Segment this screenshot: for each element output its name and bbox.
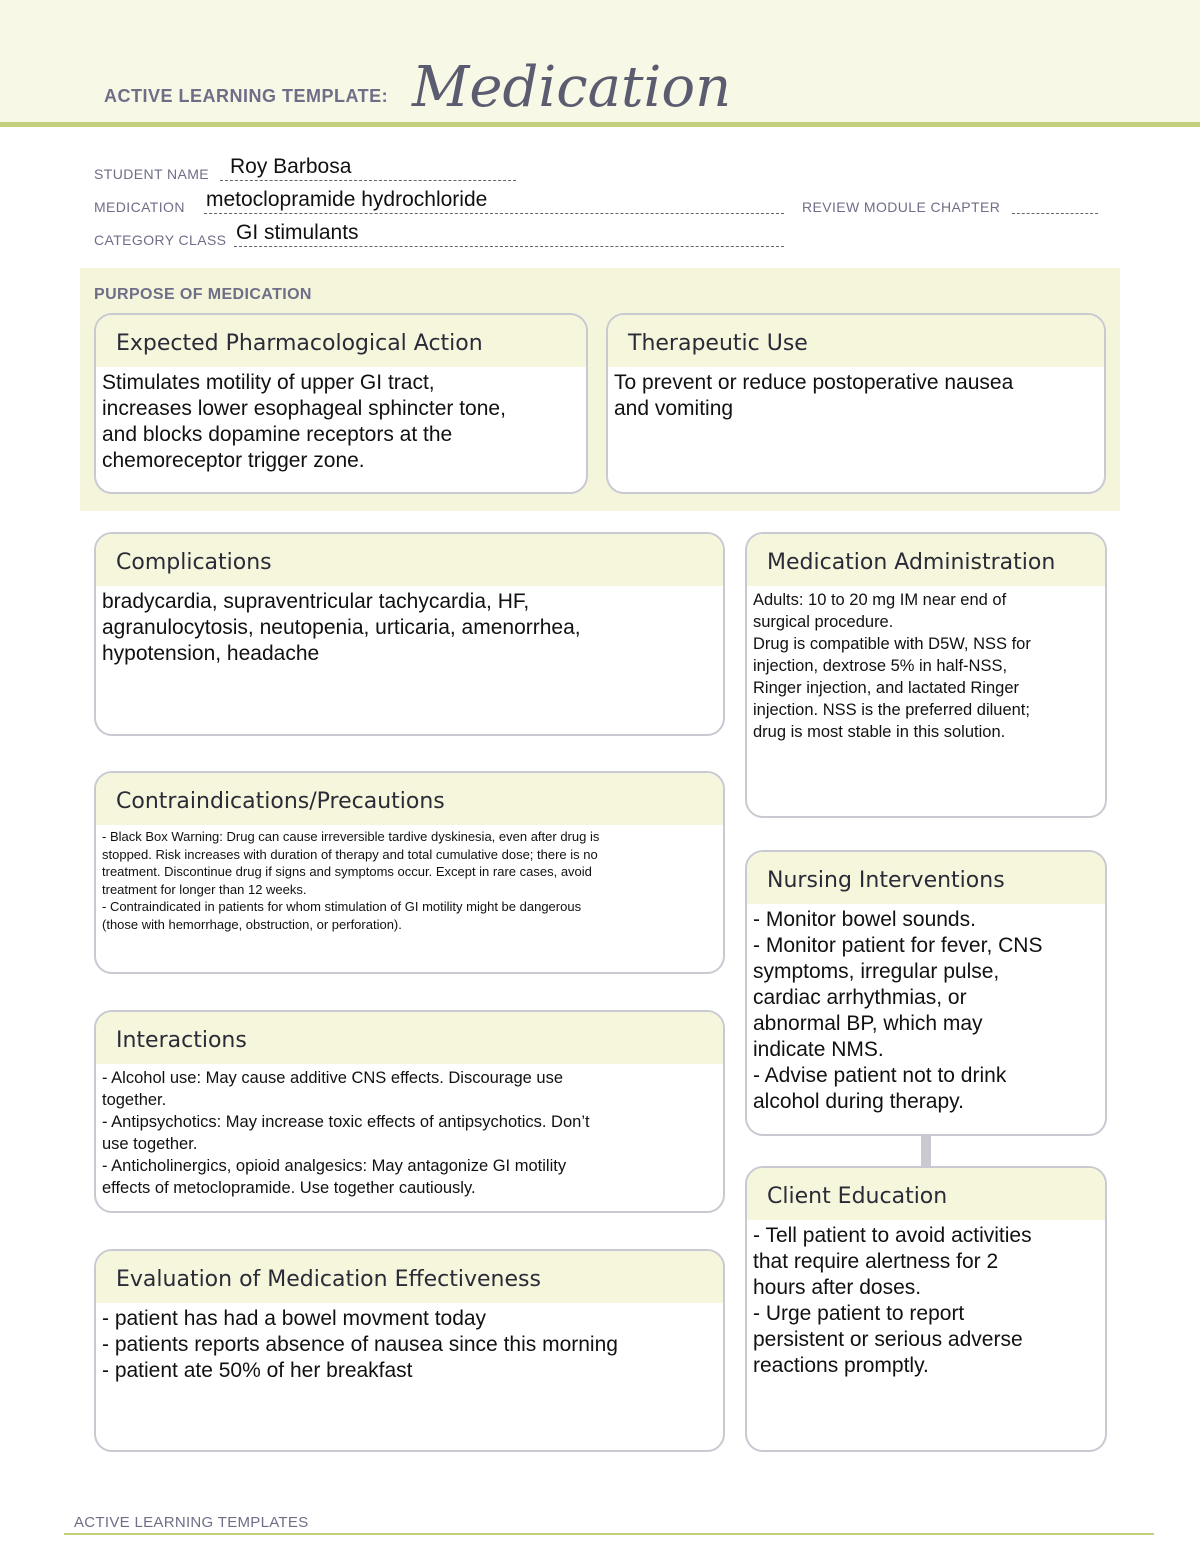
medication-administration-header [747,534,1105,586]
student-name-value: Roy Barbosa [230,155,352,178]
nursing-interventions-title: Nursing Interventions [767,868,1005,893]
evaluation-title: Evaluation of Medication Effectiveness [116,1267,541,1292]
purpose-title: PURPOSE OF MEDICATION [94,286,312,303]
expected-action-box [94,313,588,494]
therapeutic-use-box [606,313,1106,494]
nursing-interventions-header [747,852,1105,904]
template-label: ACTIVE LEARNING TEMPLATE: [104,86,389,106]
complications-title: Complications [116,550,272,575]
client-education-title: Client Education [767,1184,948,1209]
expected-action-title: Expected Pharmacological Action [116,331,483,356]
expected-action-text[interactable]: Stimulates motility of upper GI tract, increases lower esophageal sphincter tone, and blocks dopamine receptors at the chemoreceptor trigger zone. [102,371,506,472]
evaluation-header [96,1251,723,1303]
medication-value: metoclopramide hydrochloride [206,188,488,211]
medication-administration-title: Medication Administration [767,550,1056,575]
medication-administration-text[interactable]: Adults: 10 to 20 mg IM near end of surgical procedure. Drug is compatible with D5W, NSS for injection, dextrose 5% in half-NSS, Ringer injection, and lactated Ringer injection. NSS is the preferred diluent; drug is most stable in this solution. [753,591,1031,741]
client-education-box [745,1166,1107,1452]
contraindications-text[interactable]: - Black Box Warning: Drug can cause irreversible tardive dyskinesia, even after drug is stopped. Risk increases with duration of therapy and total cumulative dose; there is no treatment. Discontinue drug if signs and symptoms occur. Except in rare cases, avoid treatment for longer than 12 weeks. - Contraindicated in patients for whom stimulation of GI motility might be dangerous (those with hemorrhage, obstruction, or perforation). [102,829,600,932]
interactions-box [94,1010,725,1213]
medication-field[interactable] [204,188,784,214]
therapeutic-use-text[interactable]: To prevent or reduce postoperative nausea and vomiting [614,371,1014,420]
complications-text[interactable]: bradycardia, supraventricular tachycardia, HF, agranulocytosis, neutopenia, urticaria, amenorrhea, hypotension, headache [102,590,581,665]
interactions-text[interactable]: - Alcohol use: May cause additive CNS effects. Discourage use together. - Antipsychotics: May increase toxic effects of antipsychotics. Don’t use together. - Anticholinergics, opioid analgesics: May antagonize GI motility effects of metoclopramide. Use together cautiously. [102,1069,590,1197]
therapeutic-use-title: Therapeutic Use [628,331,808,356]
student-name-field[interactable] [220,155,516,181]
complications-box [94,532,725,736]
complications-header [96,534,723,586]
medication-administration-box [745,532,1107,818]
student-name-label: STUDENT NAME [94,166,209,182]
template-type-title: Medication [412,55,732,120]
contraindications-box [94,771,725,974]
box-connector [921,1135,931,1166]
evaluation-text[interactable]: - patient has had a bowel movment today - patients reports absence of nausea since this morning - patient ate 50% of her breakfast [102,1307,618,1382]
contraindications-header [96,773,723,825]
category-class-field[interactable] [234,221,784,247]
therapeutic-use-header [608,315,1104,367]
header-divider [0,122,1200,127]
evaluation-box [94,1249,725,1452]
nursing-interventions-text[interactable]: - Monitor bowel sounds. - Monitor patient for fever, CNS symptoms, irregular pulse, cardiac arrhythmias, or abnormal BP, which may indicate NMS. - Advise patient not to drink alcohol during therapy. [753,908,1043,1113]
review-module-field[interactable] [1012,191,1098,214]
client-education-text[interactable]: - Tell patient to avoid activities that require alertness for 2 hours after doses. - Urge patient to report persistent or serious adverse reactions promptly. [753,1224,1032,1377]
interactions-header [96,1012,723,1064]
footer-divider [64,1533,1154,1535]
contraindications-title: Contraindications/Precautions [116,789,445,814]
interactions-title: Interactions [116,1028,247,1053]
footer-text: ACTIVE LEARNING TEMPLATES [74,1514,309,1531]
expected-action-header [96,315,586,367]
nursing-interventions-box [745,850,1107,1136]
review-module-label: REVIEW MODULE CHAPTER [802,199,1001,215]
client-education-header [747,1168,1105,1220]
category-class-value: GI stimulants [236,221,359,244]
medication-label: MEDICATION [94,199,185,215]
category-class-label: CATEGORY CLASS [94,232,227,248]
